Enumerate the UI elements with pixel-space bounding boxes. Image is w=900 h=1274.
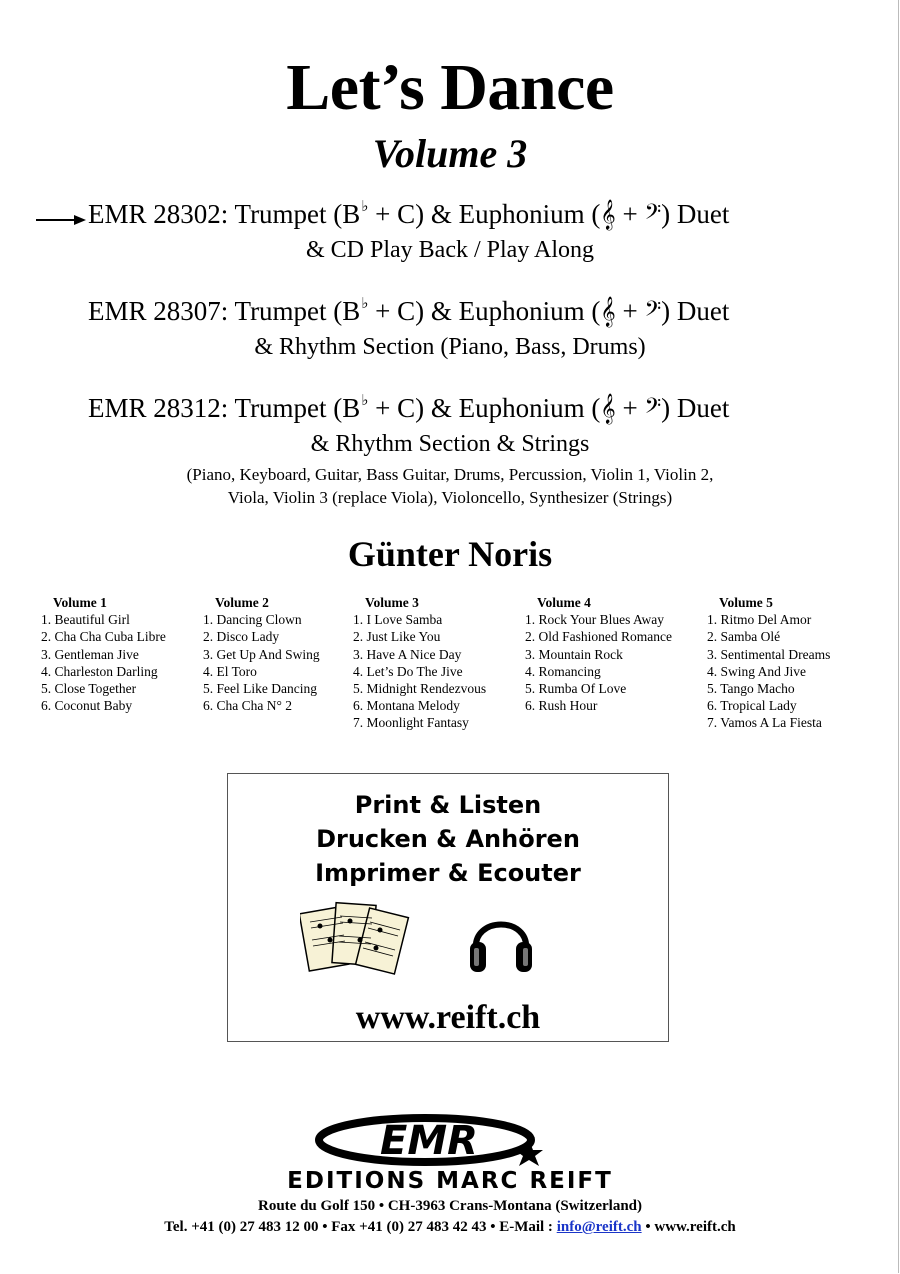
volume-5-list [707, 594, 830, 732]
arrow-right-icon [36, 213, 86, 227]
list-item: 3. Sentimental Dreams [707, 646, 831, 662]
list-item: 4. Romancing [525, 663, 601, 679]
volume-heading: Volume 5 [719, 595, 773, 610]
list-item: 1. Rock Your Blues Away [525, 612, 665, 628]
list-item: 1. Beautiful Girl [41, 612, 130, 628]
treble-clef-icon: 𝄞 [600, 297, 616, 327]
list-item: 1. I Love Samba [353, 612, 443, 628]
emr-logo [313, 1110, 543, 1166]
sheet-music-icon [300, 900, 410, 980]
list-item: 3. Get Up And Swing [203, 646, 320, 662]
list-item: 5. Tango Macho [707, 681, 795, 697]
list-item: 5. Rumba Of Love [525, 681, 627, 697]
volume-heading: Volume 4 [537, 595, 591, 610]
list-item: 2. Old Fashioned Romance [525, 629, 672, 645]
print-box-url[interactable]: www.reift.ch [355, 999, 541, 1036]
edition-2-detail: & Rhythm Section (Piano, Bass, Drums) [254, 334, 646, 360]
treble-clef-icon: 𝄞 [600, 200, 616, 230]
list-item: 4. Let’s Do The Jive [353, 663, 463, 679]
list-item: 5. Feel Like Dancing [203, 681, 317, 697]
list-item: 6. Tropical Lady [707, 698, 797, 714]
list-item: 2. Cha Cha Cuba Libre [41, 629, 166, 645]
bass-clef-icon: 𝄢 [644, 297, 662, 327]
print-listen-de: Drucken & Anhören [316, 825, 580, 853]
page-subtitle: Volume 3 [372, 131, 528, 176]
list-item: 6. Cha Cha N° 2 [203, 698, 293, 714]
list-item: 7. Vamos A La Fiesta [707, 715, 822, 731]
edition-1-detail: & CD Play Back / Play Along [306, 237, 594, 263]
bass-clef-icon: 𝄢 [644, 394, 662, 424]
edition-3-instruments-1: (Piano, Keyboard, Guitar, Bass Guitar, Drums, Percussion, Violin 1, Violin 2, [186, 465, 714, 484]
svg-text:EMR: EMR [380, 1118, 478, 1164]
list-item: 4. Swing And Jive [707, 663, 807, 679]
edition-3-instruments-2: Viola, Violin 3 (replace Viola), Violoncello, Synthesizer (Strings) [227, 488, 673, 507]
edition-3-detail: & Rhythm Section & Strings [310, 431, 590, 457]
page-title: Let’s Dance [286, 51, 614, 124]
list-item: 2. Just Like You [353, 629, 441, 645]
print-listen-box [227, 773, 669, 1042]
list-item: 6. Montana Melody [353, 698, 460, 714]
list-item: 3. Gentleman Jive [41, 646, 139, 662]
publisher-contact: Tel. +41 (0) 27 483 12 00 • Fax +41 (0) 27 483 42 43 • E-Mail : info@reift.ch • www.reift.ch [164, 1219, 736, 1235]
edition-1-heading: EMR 28302: Trumpet (B♭ + C) & Euphonium (𝄞 + 𝄢) Duet [88, 199, 730, 230]
flat-icon: ♭ [361, 296, 369, 312]
list-item: 5. Close Together [41, 681, 137, 697]
edition-3-heading: EMR 28312: Trumpet (B♭ + C) & Euphonium (𝄞 + 𝄢) Duet [88, 393, 730, 424]
list-item: 4. Charleston Darling [41, 663, 158, 679]
list-item: 4. El Toro [203, 663, 257, 679]
publisher-name: EDITIONS MARC REIFT [287, 1168, 613, 1194]
volume-2-list [203, 594, 320, 714]
list-item: 6. Rush Hour [525, 698, 598, 714]
volume-heading: Volume 3 [365, 595, 419, 610]
volume-1-list [41, 594, 166, 714]
publisher-address: Route du Golf 150 • CH-3963 Crans-Montana (Switzerland) [258, 1198, 642, 1214]
list-item: 1. Dancing Clown [203, 612, 302, 628]
volume-4-list [525, 594, 672, 714]
list-item: 3. Mountain Rock [525, 646, 623, 662]
list-item: 2. Samba Olé [707, 629, 781, 645]
composer-name: Günter Noris [347, 534, 553, 574]
flat-icon: ♭ [361, 199, 369, 215]
list-item: 5. Midnight Rendezvous [353, 681, 487, 697]
flat-icon: ♭ [361, 393, 369, 409]
list-item: 6. Coconut Baby [41, 698, 133, 714]
print-listen-fr: Imprimer & Ecouter [315, 859, 581, 887]
edition-2-heading: EMR 28307: Trumpet (B♭ + C) & Euphonium (𝄞 + 𝄢) Duet [88, 296, 730, 327]
print-listen-en: Print & Listen [354, 791, 542, 819]
email-link[interactable]: info@reift.ch [556, 1219, 642, 1235]
treble-clef-icon: 𝄞 [600, 394, 616, 424]
volume-heading: Volume 1 [53, 595, 107, 610]
list-item: 2. Disco Lady [203, 629, 280, 645]
headphones-icon [466, 902, 536, 978]
bass-clef-icon: 𝄢 [644, 200, 662, 230]
list-item: 3. Have A Nice Day [353, 646, 462, 662]
list-item: 7. Moonlight Fantasy [353, 715, 469, 731]
list-item: 1. Ritmo Del Amor [707, 612, 812, 628]
volume-3-list [353, 594, 486, 732]
volume-heading: Volume 2 [215, 595, 269, 610]
